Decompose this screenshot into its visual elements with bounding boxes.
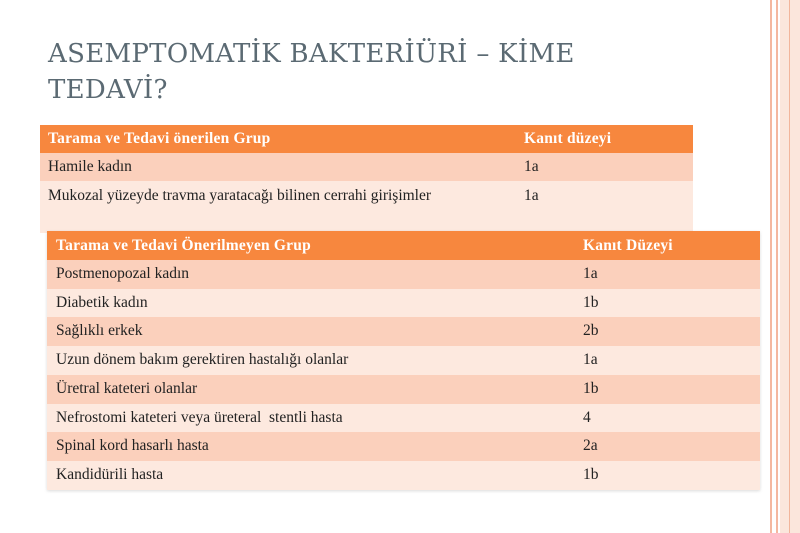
slide-title [48, 36, 688, 108]
cell-evidence: 2a [583, 437, 598, 455]
cell-evidence: 1a [524, 187, 539, 204]
cell-group: Nefrostomi kateteri veya üreteral stentli hasta [56, 408, 343, 426]
cell-group: Üretral kateteri olanlar [56, 379, 198, 397]
cell-evidence: 2b [583, 322, 599, 340]
table-row [47, 289, 760, 318]
table-row [47, 404, 760, 433]
border-band [780, 0, 800, 533]
border-line [770, 0, 772, 533]
cell-group: Mukozal yüzeyde travma yaratacağı bilinen cerrahi girişimler [48, 187, 432, 204]
cell-group: Hamile kadın [48, 158, 132, 175]
table-row [47, 375, 760, 404]
header-evidence: Kanıt Düzeyi [583, 237, 673, 254]
title-line-2: TEDAVİ? [48, 75, 168, 105]
table-row [47, 461, 760, 490]
cell-group: Sağlıklı erkek [56, 322, 143, 340]
cell-evidence: 1a [583, 265, 598, 282]
table-row [40, 153, 693, 181]
cell-evidence: 4 [583, 408, 591, 426]
header-evidence: Kanıt düzeyi [524, 130, 612, 147]
cell-evidence: 1a [583, 351, 598, 369]
table-header-row [40, 125, 693, 153]
header-group: Tarama ve Tedavi önerilen Grup [48, 130, 271, 147]
cell-group: Postmenopozal kadın [56, 265, 190, 282]
table-row [47, 317, 760, 346]
cell-group: Uzun dönem bakım gerektiren hastalığı olanlar [56, 351, 349, 369]
border-line [776, 0, 778, 533]
table-row [47, 260, 760, 289]
cell-group: Spinal kord hasarlı hasta [56, 437, 209, 455]
not-recommended-table [47, 231, 760, 490]
header-group: Tarama ve Tedavi Önerilmeyen Grup [56, 237, 311, 254]
cell-group: Kandidürili hasta [56, 465, 164, 483]
cell-evidence: 1b [583, 293, 599, 311]
cell-evidence: 1b [583, 465, 599, 483]
border-line [789, 0, 790, 533]
table-header-row [47, 231, 760, 260]
cell-evidence: 1b [583, 379, 599, 397]
title-line-1: ASEMPTOMATİK BAKTERİÜRİ – KİME [48, 39, 575, 69]
recommended-table [40, 125, 693, 233]
decorative-border [764, 0, 800, 533]
cell-evidence: 1a [524, 158, 539, 175]
cell-group: Diabetik kadın [56, 293, 148, 311]
table-row [47, 432, 760, 461]
table-row [40, 181, 693, 233]
table-row [47, 346, 760, 375]
